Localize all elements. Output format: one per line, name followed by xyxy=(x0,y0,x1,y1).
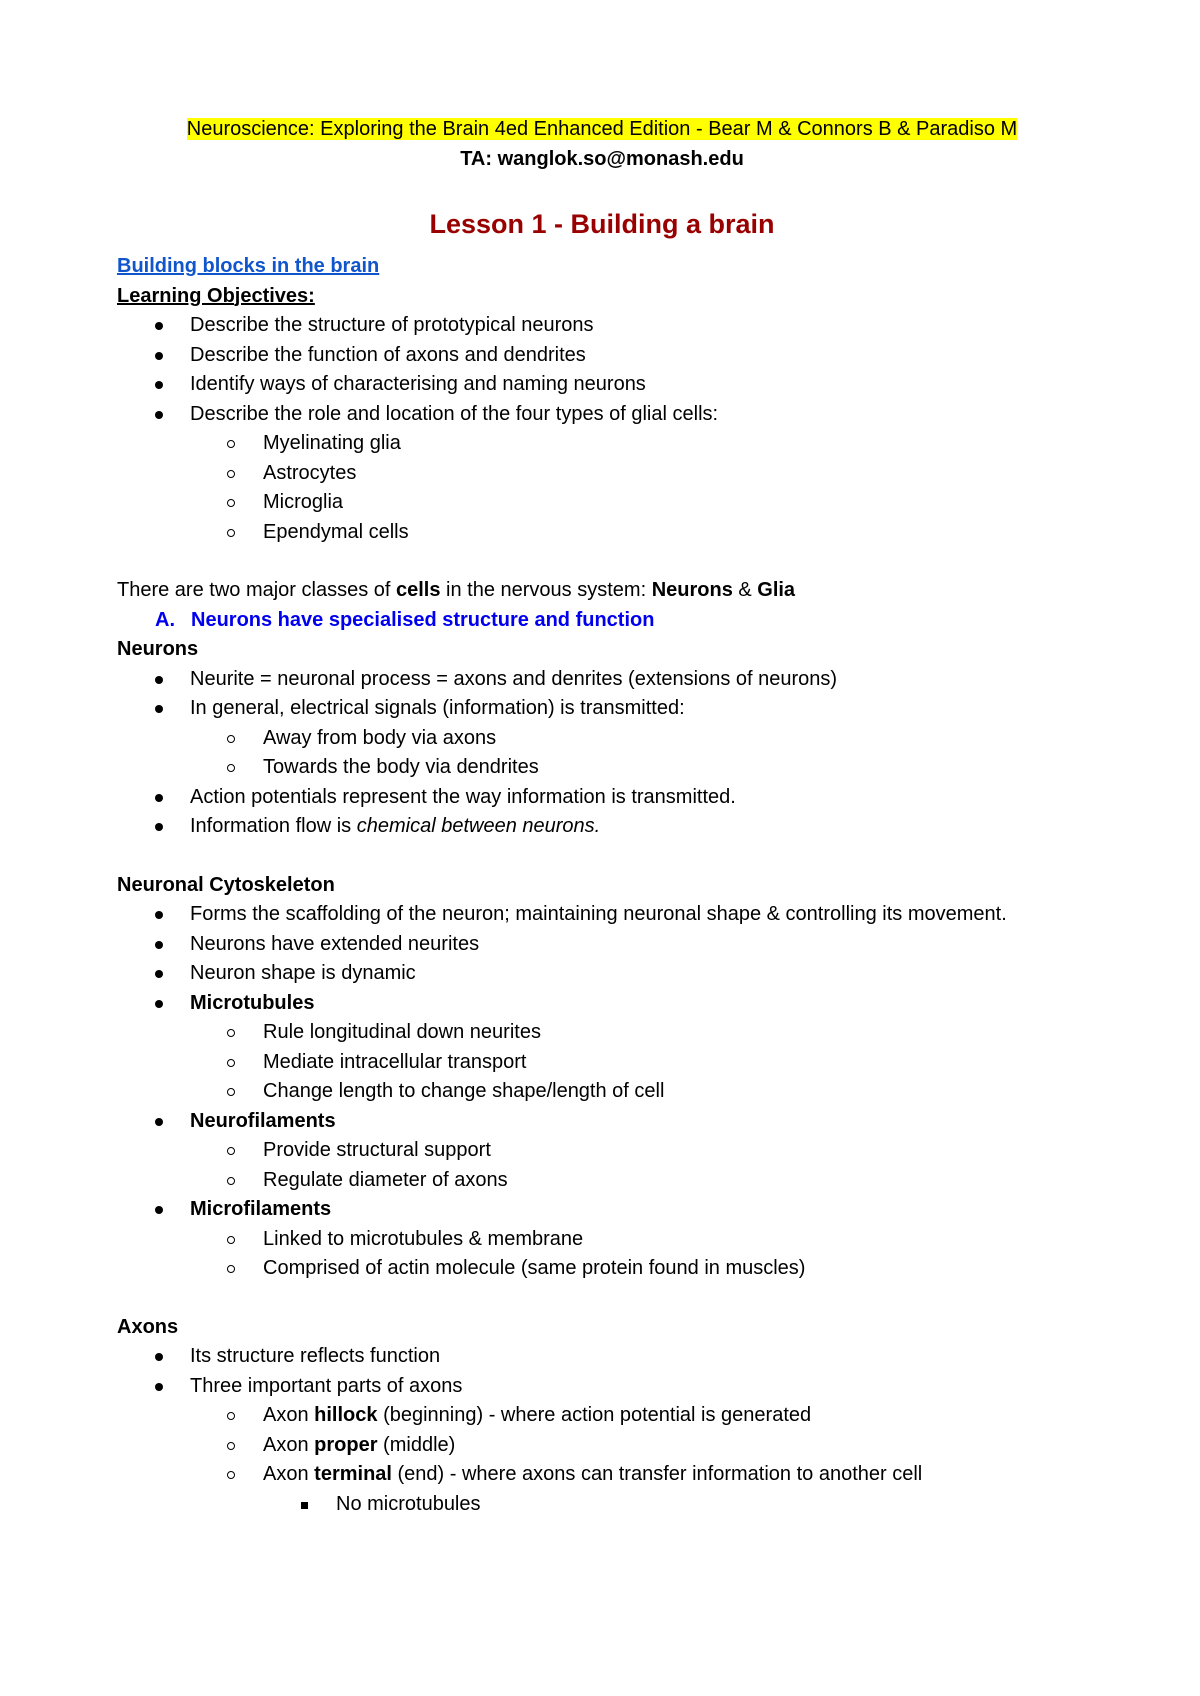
intro-bold-neurons: Neurons xyxy=(651,579,733,601)
list-item: Comprised of actin molecule (same protein found in muscles) xyxy=(190,1254,1087,1284)
list-item: Myelinating glia xyxy=(190,429,1087,459)
part-bold: hillock xyxy=(314,1404,378,1426)
part-text: Axon xyxy=(263,1463,315,1485)
list-item: Describe the function of axons and dendrites xyxy=(117,341,1087,371)
lesson-title: Lesson 1 - Building a brain xyxy=(429,209,775,239)
axons-heading: Axons xyxy=(117,1315,179,1338)
part-bold: proper xyxy=(314,1433,378,1456)
list-item xyxy=(117,1107,1087,1196)
microfilaments-list xyxy=(117,1225,1087,1284)
list-item-text: Three important parts of axons xyxy=(190,1374,463,1397)
spacer xyxy=(117,1284,1087,1313)
italic-text: chemical between neurons. xyxy=(356,815,601,837)
section-letter: A. xyxy=(155,608,175,631)
list-item xyxy=(117,989,1087,1107)
intro-text: & xyxy=(732,579,758,601)
list-item: Describe the structure of prototypical neurons xyxy=(117,311,1087,341)
section-link[interactable]: Building blocks in the brain xyxy=(117,255,380,277)
list-item: Rule longitudinal down neurites xyxy=(190,1018,1087,1048)
list-item: Microglia xyxy=(190,488,1087,518)
axon-parts-list xyxy=(117,1401,1087,1519)
list-item: Forms the scaffolding of the neuron; maintaining neuronal shape & controlling its movement. xyxy=(117,900,1087,930)
list-item: Towards the body via dendrites xyxy=(190,753,1087,783)
list-item xyxy=(190,1431,1087,1461)
list-item: Neurite = neuronal process = axons and denrites (extensions of neurons) xyxy=(117,665,1087,695)
book-title xyxy=(117,115,1087,145)
spacer xyxy=(117,547,1087,576)
list-item-text: In general, electrical signals (information) is transmitted: xyxy=(190,697,685,719)
list-item-text: Information flow is xyxy=(190,815,357,837)
intro-paragraph xyxy=(117,576,1087,606)
part-text: (middle) xyxy=(377,1433,456,1456)
neurofilaments-label: Neurofilaments xyxy=(190,1109,336,1132)
signal-direction-list xyxy=(117,724,1087,783)
intro-bold-cells: cells xyxy=(396,579,441,601)
list-item: Neuron shape is dynamic xyxy=(117,959,1087,989)
list-item xyxy=(117,400,1087,548)
learning-objectives-heading: Learning Objectives: xyxy=(117,284,315,307)
neurons-heading: Neurons xyxy=(117,638,199,660)
part-text: (beginning) - where action potential is generated xyxy=(377,1404,812,1426)
list-item: Linked to microtubules & membrane xyxy=(190,1225,1087,1255)
intro-bold-glia: Glia xyxy=(757,579,796,601)
cytoskeleton-heading: Neuronal Cytoskeleton xyxy=(117,873,335,896)
neurons-list xyxy=(117,665,1087,842)
axons-list xyxy=(117,1342,1087,1519)
list-item: Its structure reflects function xyxy=(117,1342,1087,1372)
list-item: Provide structural support xyxy=(190,1136,1087,1166)
list-item: Neurons have extended neurites xyxy=(117,930,1087,960)
list-item: Change length to change shape/length of cell xyxy=(190,1077,1087,1107)
microtubules-label: Microtubules xyxy=(190,991,315,1014)
list-item xyxy=(117,694,1087,783)
intro-text: There are two major classes of xyxy=(117,579,396,601)
list-item: Action potentials represent the way information is transmitted. xyxy=(117,783,1087,813)
list-item-text: Describe the role and location of the four types of glial cells: xyxy=(190,402,719,425)
spacer xyxy=(117,842,1087,871)
list-item: Identify ways of characterising and naming neurons xyxy=(117,370,1087,400)
list-item xyxy=(117,1372,1087,1520)
book-title-highlight: Neuroscience: Exploring the Brain 4ed Enhanced Edition - Bear M & Connors B & Paradiso M xyxy=(186,118,1018,140)
microtubules-list xyxy=(117,1018,1087,1107)
list-item xyxy=(190,1460,1087,1519)
part-text: (end) - where axons can transfer information to another cell xyxy=(391,1463,923,1485)
list-item xyxy=(117,1195,1087,1284)
list-item: Away from body via axons xyxy=(190,724,1087,754)
learning-objectives-list xyxy=(117,311,1087,547)
list-item: Mediate intracellular transport xyxy=(190,1048,1087,1078)
list-item xyxy=(117,812,1087,842)
list-item: Ependymal cells xyxy=(190,518,1087,548)
section-a-heading xyxy=(117,606,1087,636)
glial-types-list xyxy=(117,429,1087,547)
cytoskeleton-list xyxy=(117,900,1087,1284)
neurofilaments-list xyxy=(117,1136,1087,1195)
part-bold: terminal xyxy=(314,1463,392,1485)
list-item: Regulate diameter of axons xyxy=(190,1166,1087,1196)
ta-email: TA: wanglok.so@monash.edu xyxy=(460,147,744,170)
microfilaments-label: Microfilaments xyxy=(190,1198,332,1220)
part-text: Axon xyxy=(263,1433,315,1456)
intro-text: in the nervous system: xyxy=(440,579,652,601)
document-content xyxy=(117,115,1087,1519)
section-title: Neurons have specialised structure and function xyxy=(191,608,655,631)
part-text: Axon xyxy=(263,1404,315,1426)
list-item: No microtubules xyxy=(336,1490,1087,1520)
terminal-sub-list xyxy=(190,1490,1087,1520)
list-item xyxy=(190,1401,1087,1431)
list-item: Astrocytes xyxy=(190,459,1087,489)
